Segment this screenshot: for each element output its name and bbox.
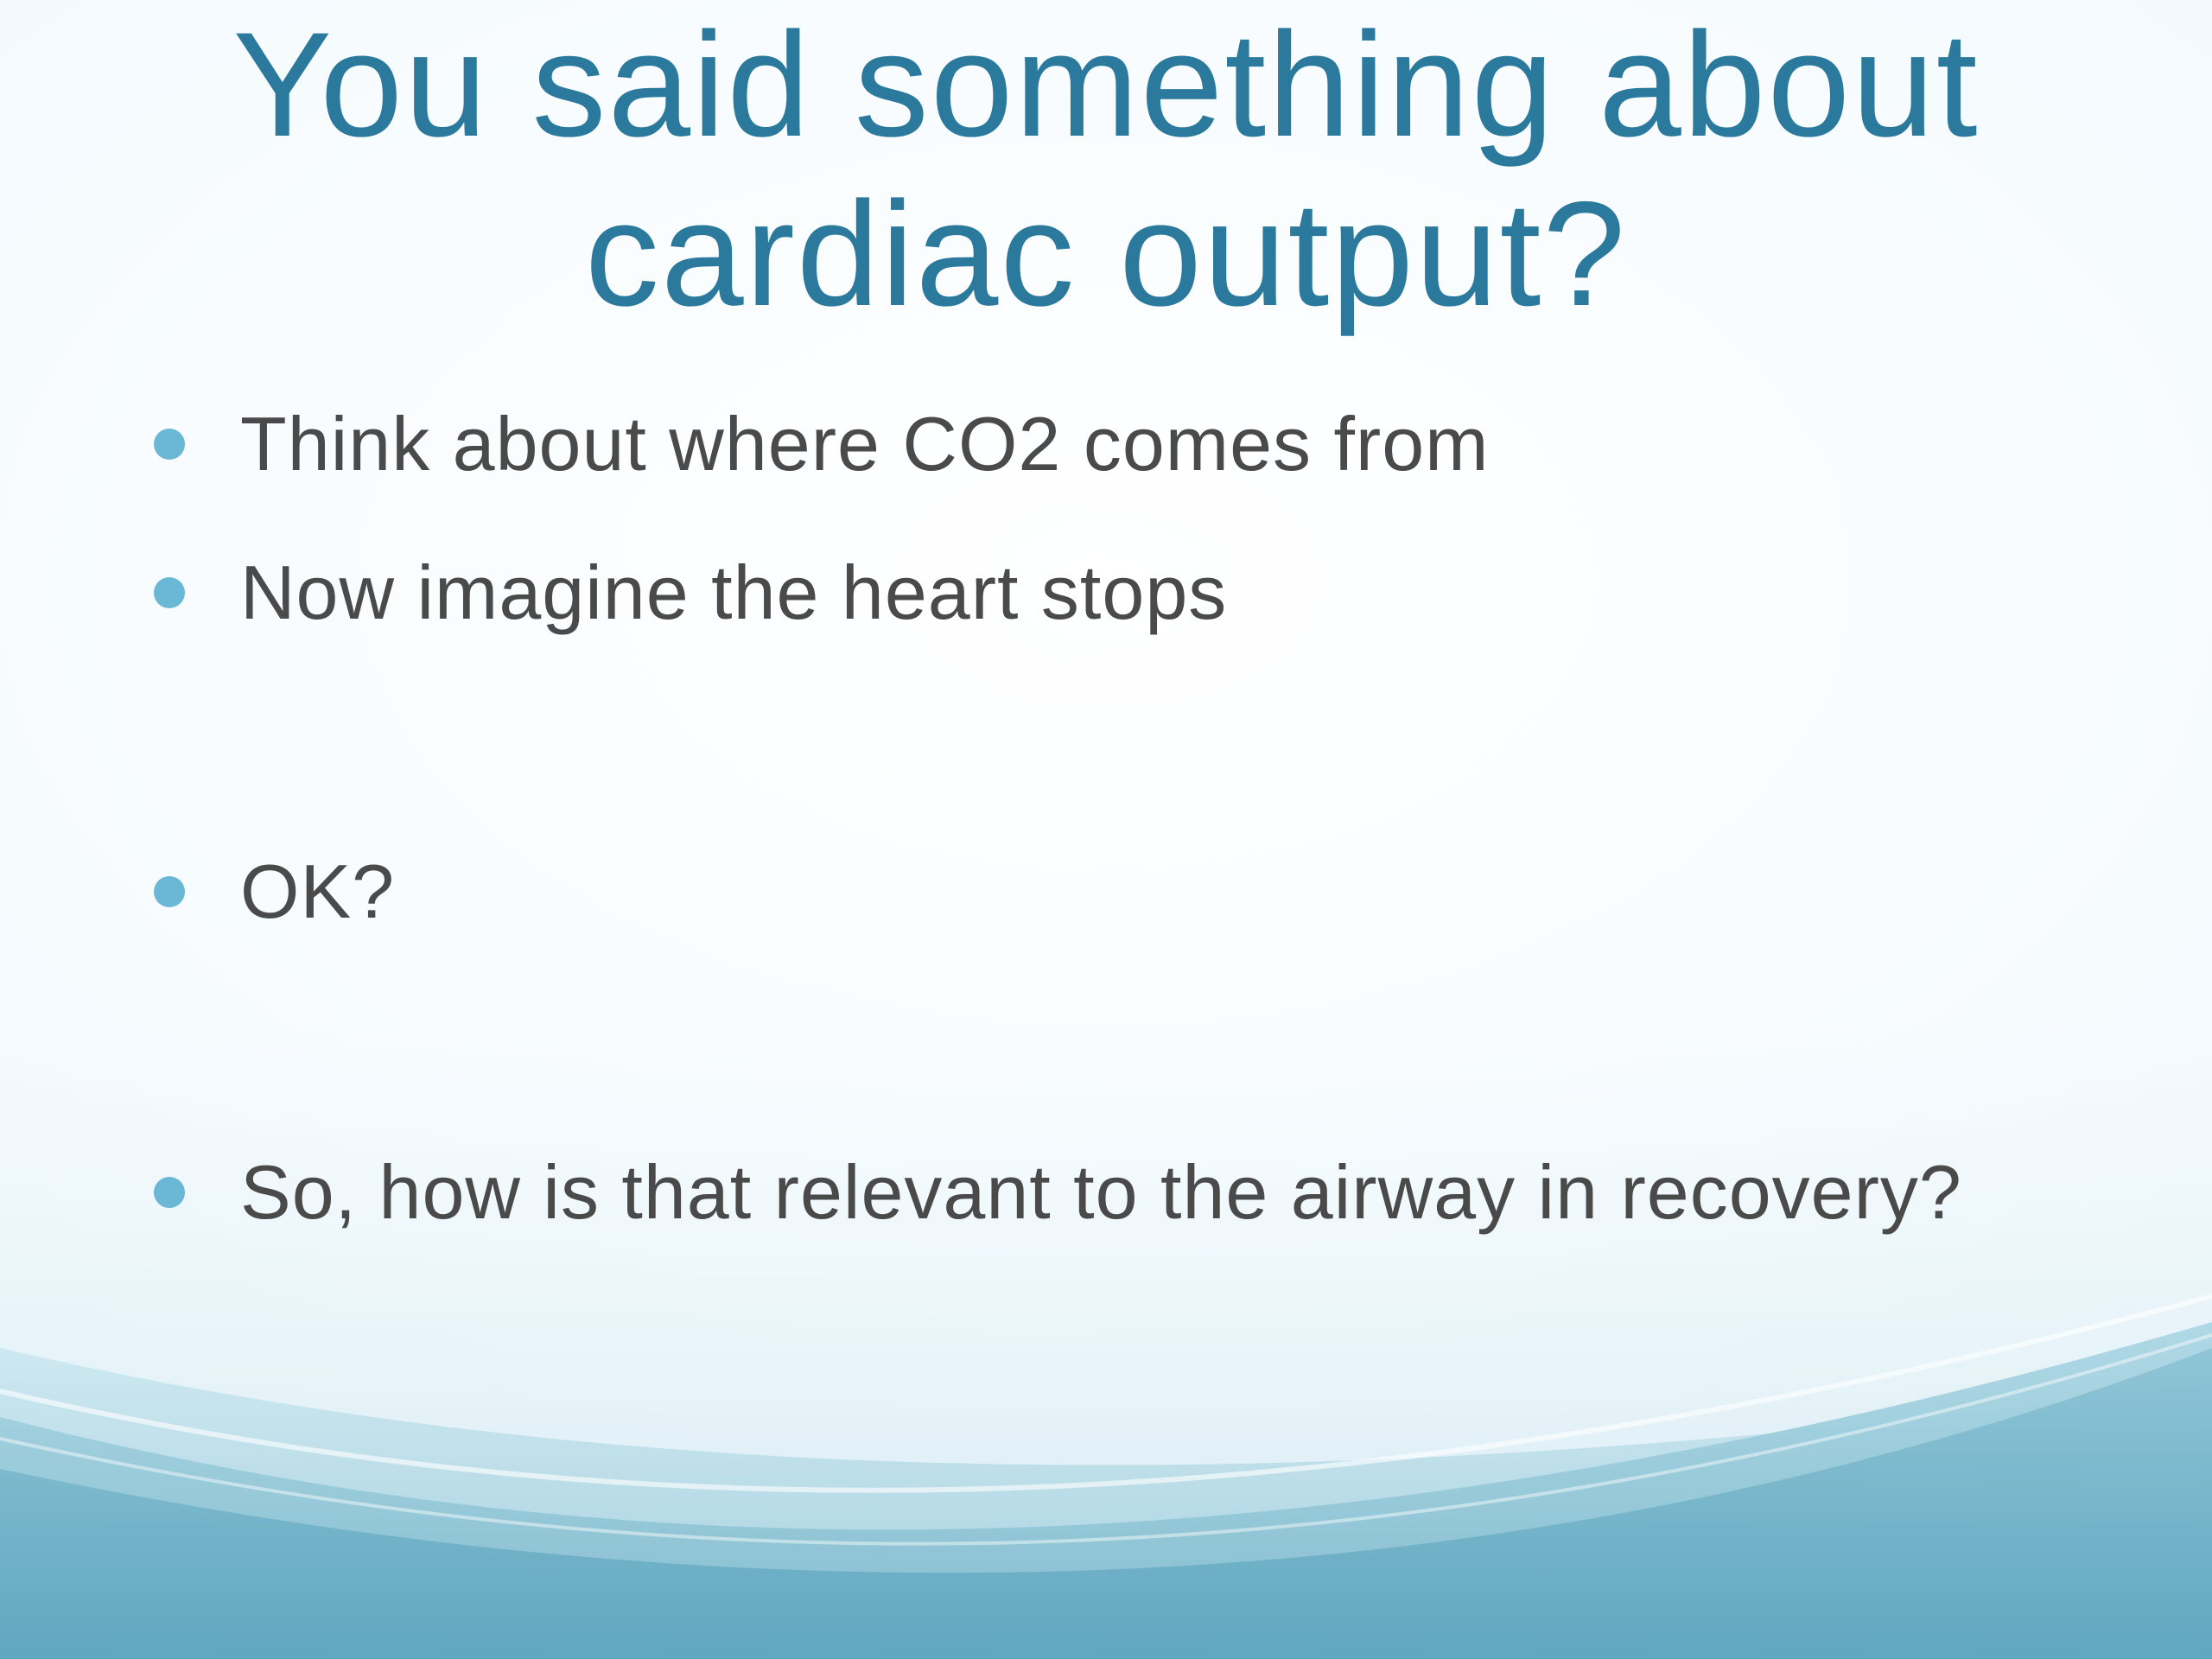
bullet-dot-icon <box>154 429 185 460</box>
bullet-text: So, how is that relevant to the airway in recovery? <box>240 1149 1962 1235</box>
bullet-text: OK? <box>240 849 396 934</box>
slide-title-line-2: cardiac output? <box>584 171 1628 337</box>
bullet-text: Think about where CO2 comes from <box>240 401 1490 486</box>
bullet-dot-icon <box>154 577 185 608</box>
bullet-dot-icon <box>154 876 185 907</box>
slide-title-line-1: You said something about <box>232 2 1980 168</box>
bullet-item <box>154 1141 1962 1244</box>
bullet-item <box>154 392 1489 496</box>
bullet-dot-icon <box>154 1177 185 1208</box>
bullet-text: Now imagine the heart stops <box>240 550 1228 635</box>
bullet-item <box>154 840 395 944</box>
bullet-item <box>154 541 1227 645</box>
slide-title <box>104 0 2108 339</box>
